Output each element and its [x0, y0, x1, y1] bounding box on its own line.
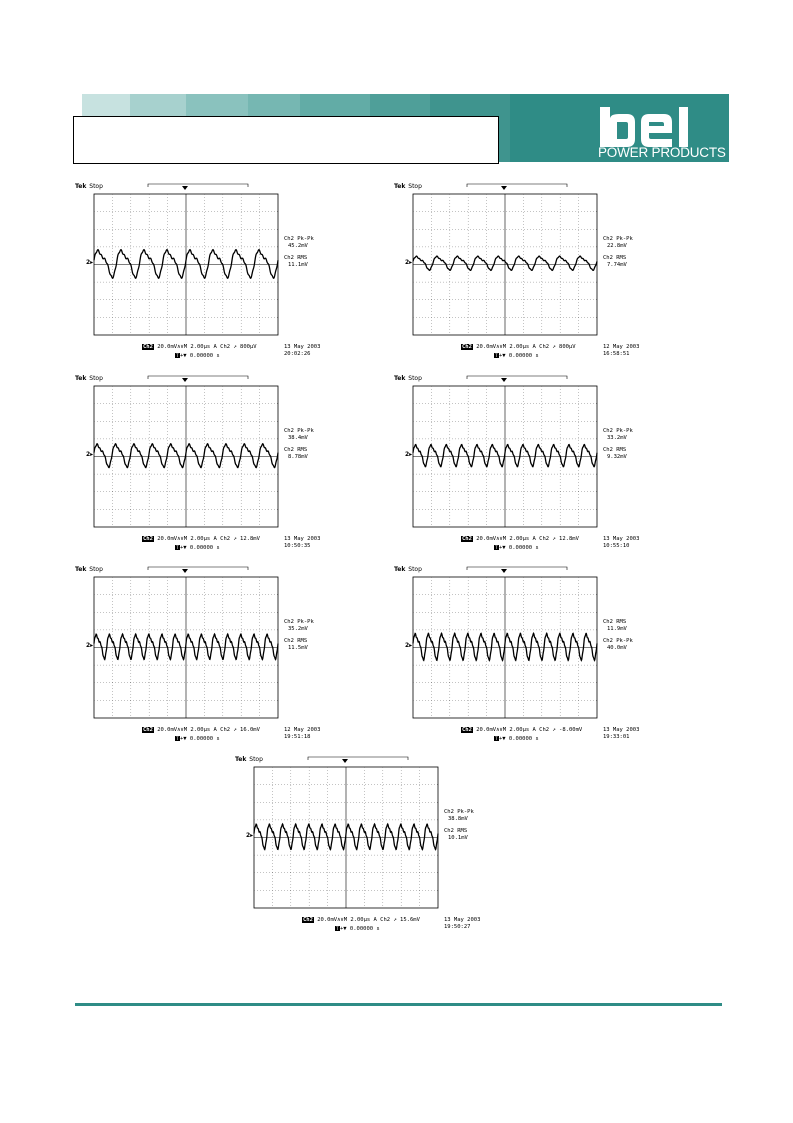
scope-run-state: Stop: [406, 566, 422, 573]
scope-brand: Tek: [75, 566, 87, 573]
document-title-box: [73, 116, 499, 164]
acquisition-window-indicator: [412, 375, 602, 385]
pk-pk-value: 45.2mV: [288, 242, 308, 249]
capture-time: 19:50:27: [444, 923, 471, 930]
pk-pk-label: Ch2 Pk-Pk: [444, 809, 474, 815]
measurement-readout: [603, 236, 633, 274]
measurement-readout: [603, 619, 633, 657]
scope-settings-text: 20.0mV∧∨M 2.00µs A Ch2 ↗ 15.6mV: [313, 917, 420, 923]
capture-time: 16:58:51: [603, 350, 630, 357]
capture-time: 10:55:10: [603, 542, 630, 549]
measurement-readout: [284, 428, 314, 466]
rms-label: Ch2 RMS: [603, 619, 627, 625]
channel-2-marker: 2▸: [86, 258, 94, 266]
scope-brand: Tek: [75, 183, 87, 190]
scope-screen-1: [75, 183, 395, 363]
channel-tag: Ch2: [143, 727, 153, 733]
capture-date: 12 May 2003: [284, 727, 321, 733]
acquisition-window-indicator: [412, 183, 602, 193]
capture-timestamp: [284, 344, 320, 357]
capture-timestamp: [603, 727, 639, 740]
trigger-icon: T: [176, 353, 179, 358]
trigger-icon: T: [495, 353, 498, 358]
trigger-icon: T: [336, 926, 339, 931]
scope-run-state: Stop: [87, 566, 103, 573]
measurement-readout: [284, 236, 314, 274]
rms-label: Ch2 RMS: [284, 638, 308, 644]
scope-graticule: [253, 766, 439, 909]
pk-pk-value: 35.2mV: [288, 625, 308, 632]
capture-date: 12 May 2003: [603, 344, 640, 350]
scope-settings-text: 20.0mV∧∨M 2.00µs A Ch2 ↗ 12.8mV: [153, 536, 260, 542]
trigger-text: +▼ 0.00000 s: [340, 926, 380, 932]
scope-settings-line: [142, 536, 260, 542]
scope-run-state: Stop: [247, 756, 263, 763]
scope-graticule: [93, 385, 279, 528]
pk-pk-value: 40.0mV: [607, 644, 627, 651]
scope-brand: Tek: [394, 566, 406, 573]
trigger-position: [175, 353, 220, 359]
scope-settings-line: [461, 536, 579, 542]
scope-run-state: Stop: [406, 183, 422, 190]
rms-value: 11.9mV: [607, 625, 627, 632]
scope-settings-line: [461, 344, 576, 350]
scope-settings-text: 20.0mV∧∨M 2.00µs A Ch2 ↗ 16.0mV: [153, 727, 260, 733]
trigger-position: [175, 545, 220, 551]
capture-timestamp: [603, 344, 639, 357]
measurement-readout: [603, 428, 633, 466]
scope-settings-text: 20.0mV∧∨M 2.00µs A Ch2 ↗ 800µV: [153, 344, 257, 350]
channel-tag: Ch2: [143, 536, 153, 542]
capture-date: 13 May 2003: [284, 536, 321, 542]
acquisition-window-indicator: [412, 566, 602, 576]
scope-brand: Tek: [394, 375, 406, 382]
scope-brand: Tek: [75, 375, 87, 382]
capture-timestamp: [284, 727, 320, 740]
trigger-position: [494, 736, 539, 742]
scope-screen-7: [235, 756, 555, 936]
channel-tag: Ch2: [303, 917, 313, 923]
capture-date: 13 May 2003: [284, 344, 321, 350]
capture-timestamp: [603, 536, 639, 549]
scope-settings-line: [142, 727, 260, 733]
scope-graticule: [412, 576, 598, 719]
pk-pk-label: Ch2 Pk-Pk: [603, 428, 633, 434]
scope-screen-6: [394, 566, 714, 746]
rms-value: 11.5mV: [288, 644, 308, 651]
scope-graticule: [412, 385, 598, 528]
channel-tag: Ch2: [462, 344, 472, 350]
channel-tag: Ch2: [143, 344, 153, 350]
capture-time: 19:33:01: [603, 733, 630, 740]
capture-time: 19:51:18: [284, 733, 311, 740]
trigger-icon: T: [176, 736, 179, 741]
footer-divider: [75, 1003, 722, 1006]
rms-value: 10.1mV: [448, 834, 468, 841]
capture-date: 13 May 2003: [444, 917, 481, 923]
scope-run-state: Stop: [406, 375, 422, 382]
scope-screen-3: [75, 375, 395, 555]
pk-pk-value: 38.8mV: [448, 815, 468, 822]
trigger-text: +▼ 0.00000 s: [180, 545, 220, 551]
pk-pk-label: Ch2 Pk-Pk: [284, 236, 314, 242]
pk-pk-label: Ch2 Pk-Pk: [284, 619, 314, 625]
pk-pk-label: Ch2 Pk-Pk: [284, 428, 314, 434]
pk-pk-label: Ch2 Pk-Pk: [603, 638, 633, 644]
channel-2-marker: 2▸: [86, 641, 94, 649]
capture-timestamp: [444, 917, 480, 930]
rms-value: 7.74mV: [607, 261, 627, 268]
acquisition-window-indicator: [93, 566, 283, 576]
channel-2-marker: 2▸: [405, 641, 413, 649]
scope-settings-line: [302, 917, 420, 923]
rms-value: 9.32mV: [607, 453, 627, 460]
channel-2-marker: 2▸: [405, 258, 413, 266]
channel-tag: Ch2: [462, 536, 472, 542]
scope-run-state: Stop: [87, 375, 103, 382]
channel-2-marker: 2▸: [86, 450, 94, 458]
acquisition-window-indicator: [93, 183, 283, 193]
scope-run-state: Stop: [87, 183, 103, 190]
rms-value: 8.78mV: [288, 453, 308, 460]
capture-time: 10:50:35: [284, 542, 311, 549]
trigger-icon: T: [176, 545, 179, 550]
scope-screen-2: [394, 183, 714, 363]
scope-graticule: [93, 576, 279, 719]
capture-date: 13 May 2003: [603, 536, 640, 542]
scope-brand: Tek: [394, 183, 406, 190]
rms-label: Ch2 RMS: [284, 255, 308, 261]
rms-label: Ch2 RMS: [444, 828, 468, 834]
scope-graticule: [412, 193, 598, 336]
channel-2-marker: 2▸: [405, 450, 413, 458]
scope-settings-text: 20.0mV∧∨M 2.00µs A Ch2 ↗ -8.00mV: [472, 727, 583, 733]
trigger-text: +▼ 0.00000 s: [180, 353, 220, 359]
pk-pk-label: Ch2 Pk-Pk: [603, 236, 633, 242]
trigger-position: [494, 545, 539, 551]
scope-screen-4: [394, 375, 714, 555]
capture-date: 13 May 2003: [603, 727, 640, 733]
trigger-icon: T: [495, 736, 498, 741]
pk-pk-value: 38.4mV: [288, 434, 308, 441]
scope-settings-text: 20.0mV∧∨M 2.00µs A Ch2 ↗ 800µV: [472, 344, 576, 350]
trigger-position: [494, 353, 539, 359]
trigger-text: +▼ 0.00000 s: [180, 736, 220, 742]
scope-screen-5: [75, 566, 395, 746]
rms-label: Ch2 RMS: [603, 255, 627, 261]
measurement-readout: [444, 809, 474, 847]
measurement-readout: [284, 619, 314, 657]
rms-value: 11.1mV: [288, 261, 308, 268]
trigger-text: +▼ 0.00000 s: [499, 736, 539, 742]
scope-settings-line: [142, 344, 257, 350]
rms-label: Ch2 RMS: [603, 447, 627, 453]
trigger-position: [175, 736, 220, 742]
rms-label: Ch2 RMS: [284, 447, 308, 453]
trigger-icon: T: [495, 545, 498, 550]
channel-tag: Ch2: [462, 727, 472, 733]
capture-time: 20:02:26: [284, 350, 311, 357]
capture-timestamp: [284, 536, 320, 549]
channel-2-marker: 2▸: [246, 831, 254, 839]
logo-subtitle: POWER PRODUCTS: [598, 145, 726, 160]
acquisition-window-indicator: [253, 756, 443, 766]
pk-pk-value: 33.2mV: [607, 434, 627, 441]
scope-graticule: [93, 193, 279, 336]
trigger-position: [335, 926, 380, 932]
acquisition-window-indicator: [93, 375, 283, 385]
scope-brand: Tek: [235, 756, 247, 763]
scope-settings-text: 20.0mV∧∨M 2.00µs A Ch2 ↗ 12.8mV: [472, 536, 579, 542]
scope-settings-line: [461, 727, 582, 733]
pk-pk-value: 22.8mV: [607, 242, 627, 249]
trigger-text: +▼ 0.00000 s: [499, 545, 539, 551]
trigger-text: +▼ 0.00000 s: [499, 353, 539, 359]
